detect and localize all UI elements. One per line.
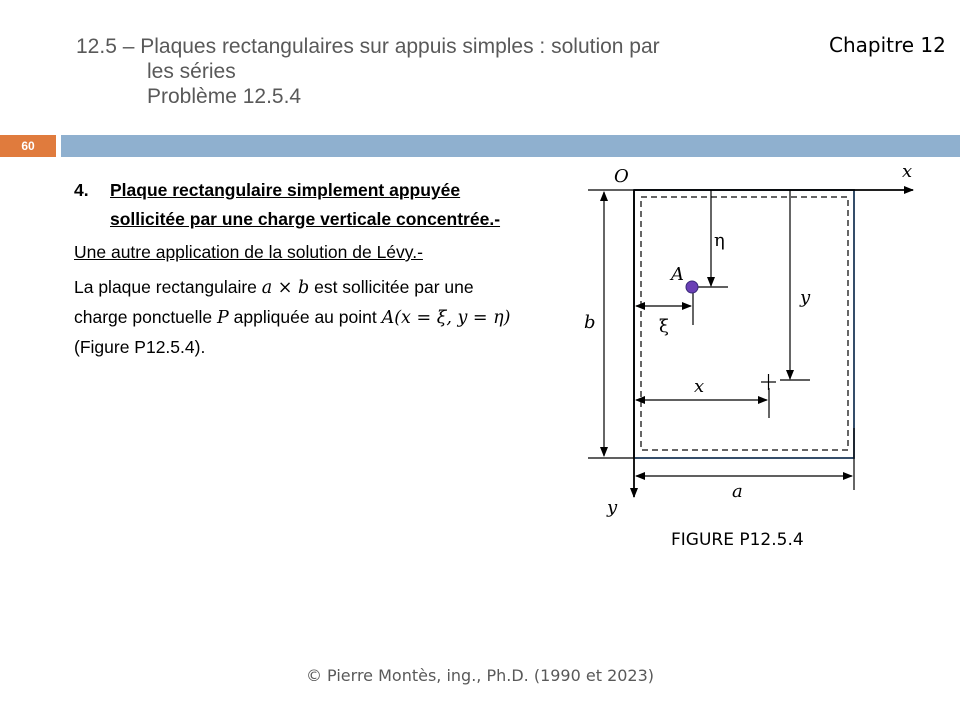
- para-text-4: (Figure P12.5.4).: [74, 337, 206, 357]
- chapter-label: Chapitre 12: [829, 33, 946, 57]
- copyright-footer: © Pierre Montès, ing., Ph.D. (1990 et 2023): [305, 666, 655, 685]
- math-dimensions: a × b: [261, 278, 310, 298]
- label-a: a: [732, 481, 743, 502]
- description-paragraph: [74, 273, 514, 362]
- para-text-1: La plaque rectangulaire: [74, 277, 262, 297]
- dashed-boundary: [641, 197, 848, 450]
- title-line-3: Problème 12.5.4: [147, 85, 302, 108]
- item-number: 4.: [74, 180, 89, 200]
- plate-figure: [580, 160, 940, 520]
- label-origin: O: [614, 166, 629, 187]
- slide-content: [74, 176, 514, 362]
- subheading: Une autre application de la solution de Lévy.-: [74, 242, 423, 262]
- label-x-dimension: x: [694, 376, 705, 397]
- label-xi: ξ: [659, 316, 669, 337]
- figure-caption: FIGURE P12.5.4: [671, 530, 804, 550]
- slide-title: [76, 34, 776, 109]
- title-line-2: les séries: [147, 60, 236, 83]
- numbered-item: [74, 176, 514, 234]
- label-A: A: [671, 264, 684, 285]
- item-heading: Plaque rectangulaire simplement appuyée sollicitée par une charge verticale concentrée.-: [110, 180, 501, 229]
- title-line-1: 12.5 – Plaques rectangulaires sur appuis simples : solution par: [76, 35, 660, 58]
- math-point: A(x = ξ, y = η): [381, 308, 511, 328]
- label-y-axis: y: [607, 497, 618, 518]
- label-eta: η: [714, 230, 725, 251]
- para-text-2: est sollicitée par une charge ponctuelle: [74, 277, 474, 327]
- math-load: P: [217, 308, 229, 328]
- label-y-dimension: y: [800, 287, 811, 308]
- label-x-axis: x: [902, 161, 913, 182]
- para-text-3: appliquée au point: [228, 307, 382, 327]
- page-number-badge: 60: [0, 135, 56, 157]
- header-bar: [61, 135, 960, 157]
- load-point-marker: [686, 281, 698, 293]
- label-b: b: [584, 312, 596, 333]
